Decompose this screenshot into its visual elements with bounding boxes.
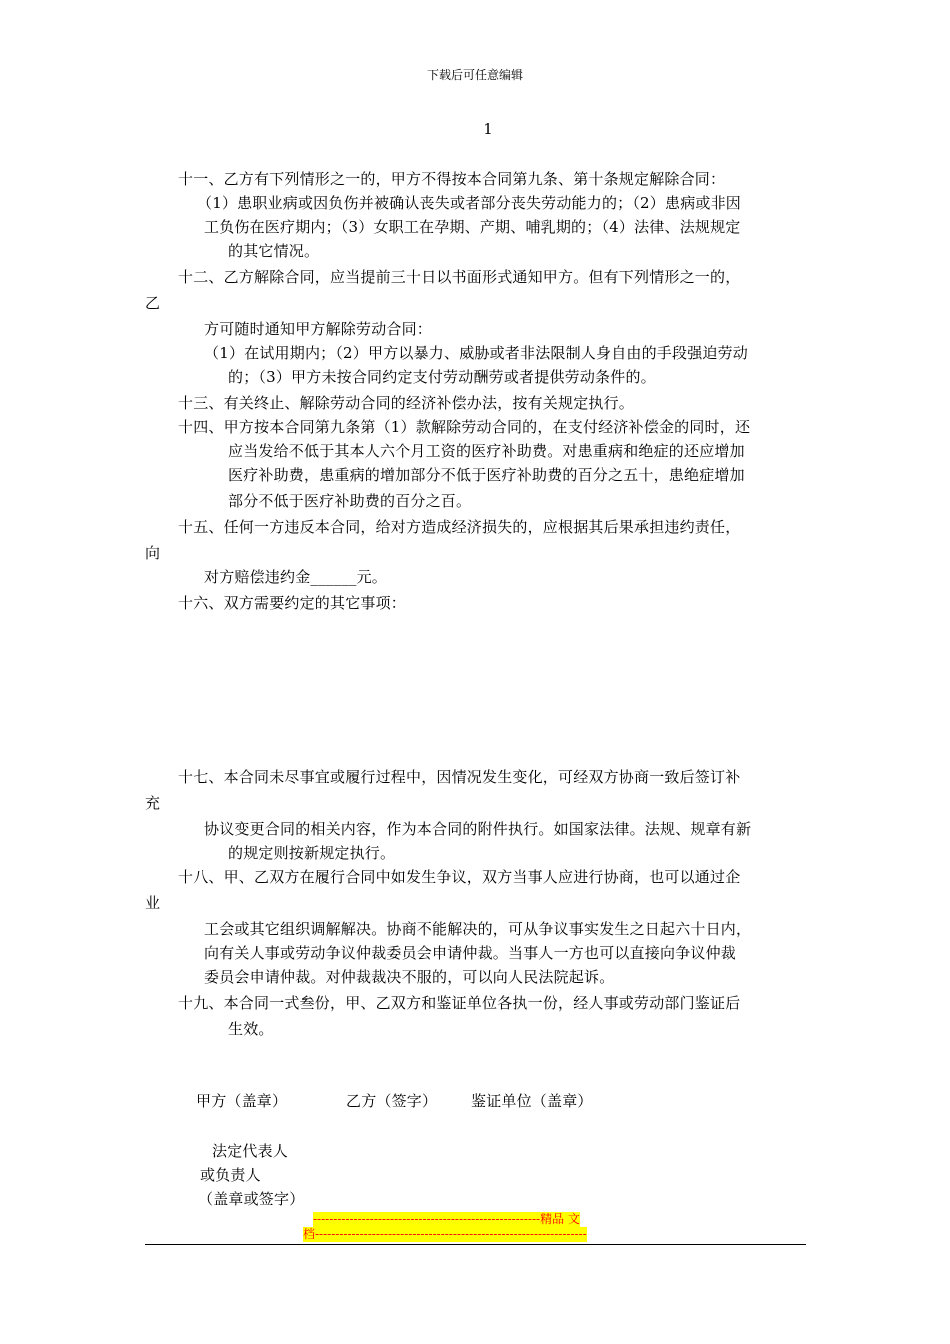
clause-18-line-4: 委员会申请仲裁。对仲裁裁决不服的，可以向人民法院起诉。 xyxy=(204,968,615,986)
clause-18-line-3: 向有关人事或劳动争议仲裁委员会申请仲裁。当事人一方也可以直接向争议仲裁 xyxy=(204,944,737,962)
clause-13-line-1: 十三、有关终止、解除劳动合同的经济补偿办法，按有关规定执行。 xyxy=(178,394,635,412)
party-b-sign-label: 乙方（签字） xyxy=(346,1092,438,1110)
clause-17-line-1: 十七、本合同未尽事宜或履行过程中，因情况发生变化，可经双方协商一致后签订补 xyxy=(178,768,741,786)
clause-12-line-2: 方可随时通知甲方解除劳动合同： xyxy=(204,320,433,338)
clause-17-line-wrap: 充 xyxy=(145,794,161,812)
clause-12-line-1: 十二、乙方解除合同，应当提前三十日以书面形式通知甲方。但有下列情形之一的， xyxy=(178,268,741,286)
clause-17-line-2: 协议变更合同的相关内容，作为本合同的附件执行。如国家法律。法规、规章有新 xyxy=(204,820,752,838)
clause-14-line-4: 部分不低于医疗补助费的百分之百。 xyxy=(228,492,472,510)
legal-rep-label: 法定代表人 xyxy=(212,1142,289,1160)
seal-or-sign-label: （盖章或签字） xyxy=(198,1190,305,1208)
footer-rule xyxy=(145,1244,806,1245)
clause-18-line-1: 十八、甲、乙双方在履行合同中如发生争议，双方当事人应进行协商，也可以通过企 xyxy=(178,868,741,886)
clause-15-line-2: 对方赔偿违约金______元。 xyxy=(204,568,388,586)
footer-banner-line-1: --------------------------------------------------------精品 文 xyxy=(313,1212,580,1226)
clause-14-line-2: 应当发给不低于其本人六个月工资的医疗补助费。对患重病和绝症的还应增加 xyxy=(228,442,745,460)
page-header-note: 下载后可任意编辑 xyxy=(426,68,523,82)
clause-12-line-wrap: 乙 xyxy=(145,294,161,312)
clause-19-line-2: 生效。 xyxy=(228,1020,274,1038)
clause-19-line-1: 十九、本合同一式叁份，甲、乙双方和鉴证单位各执一份，经人事或劳动部门鉴证后 xyxy=(178,994,741,1012)
clause-14-line-1: 十四、甲方按本合同第九条第（1）款解除劳动合同的，在支付经济补偿金的同时，还 xyxy=(178,418,751,436)
party-a-seal-label: 甲方（盖章） xyxy=(196,1092,288,1110)
clause-15-line-wrap: 向 xyxy=(145,544,161,562)
clause-12-line-4: 的；（3）甲方未按合同约定支付劳动酬劳或者提供劳动条件的。 xyxy=(228,368,656,386)
clause-14-line-3: 医疗补助费，患重病的增加部分不低于医疗补助费的百分之五十，患绝症增加 xyxy=(228,466,745,484)
clause-11-line-2: （1）患职业病或因负伤并被确认丧失或者部分丧失劳动能力的；（2）患病或非因 xyxy=(197,194,741,212)
clause-18-line-wrap: 业 xyxy=(145,894,161,912)
responsible-person-label: 或负责人 xyxy=(200,1166,261,1184)
clause-11-line-1: 十一、乙方有下列情形之一的，甲方不得按本合同第九条、第十条规定解除合同： xyxy=(178,170,726,188)
clause-15-line-1: 十五、任何一方违反本合同，给对方造成经济损失的，应根据其后果承担违约责任， xyxy=(178,518,741,536)
verifier-seal-label: 鉴证单位（盖章） xyxy=(471,1092,593,1110)
clause-18-line-2: 工会或其它组织调解解决。协商不能解决的，可从争议事实发生之日起六十日内， xyxy=(204,920,752,938)
page-number: 1 xyxy=(483,120,493,138)
clause-12-line-3: （1）在试用期内；（2）甲方以暴力、威胁或者非法限制人身自由的手段强迫劳动 xyxy=(204,344,748,362)
clause-16-line-1: 十六、双方需要约定的其它事项： xyxy=(178,594,407,612)
clause-17-line-3: 的规定则按新规定执行。 xyxy=(228,844,396,862)
clause-11-line-3: 工负伤在医疗期内；（3）女职工在孕期、产期、哺乳期的；（4）法律、法规规定 xyxy=(204,218,741,236)
footer-banner-line-2: 档------------------------------------------------------------------- xyxy=(303,1227,587,1241)
clause-11-line-4: 的其它情况。 xyxy=(228,242,320,260)
